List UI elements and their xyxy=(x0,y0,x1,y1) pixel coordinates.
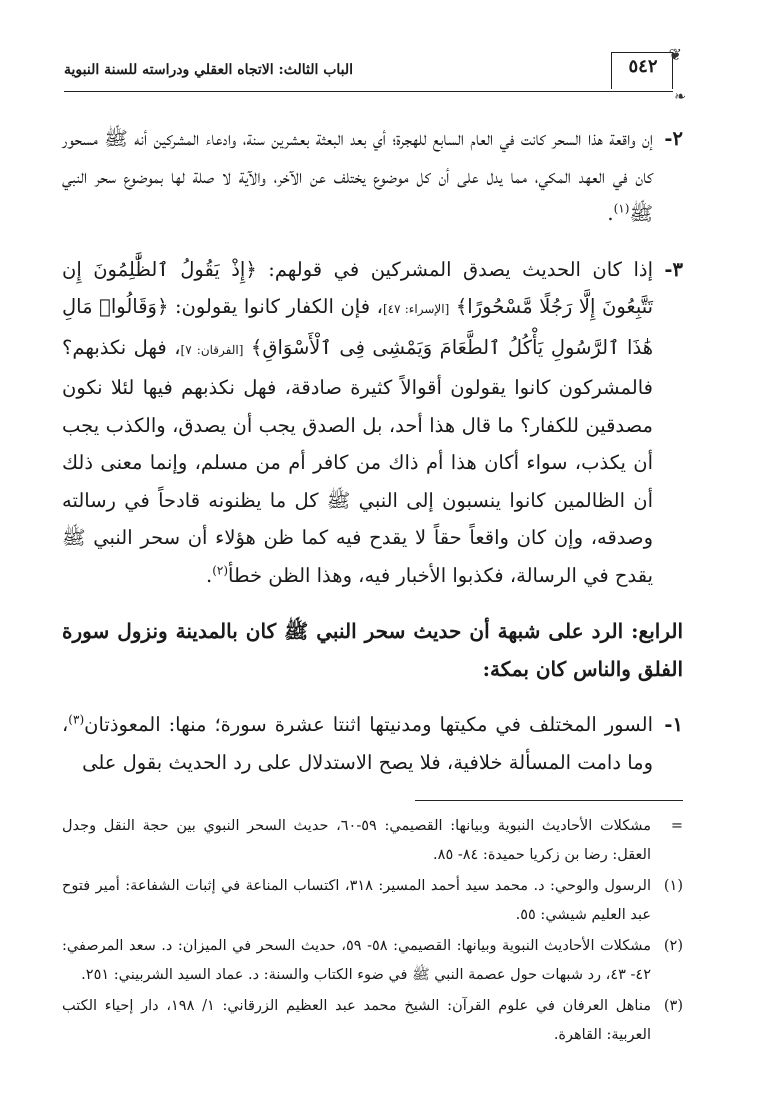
footnote-text: مشكلات الأحاديث النبوية وبيانها: القصيمي: ٥٨- ٥٩، حديث السحر في الميزان: د. سعد المرصفي: ٤٢- ٤٣، رد شبهات حول عصمة النبي ﷺ في ضوء الكتاب والسنة: د. عماد السيد الشربيني: ٢٥١. xyxy=(62,938,652,983)
footnote xyxy=(62,812,683,870)
item-text: ، وما دامت المسألة خلافية، فلا يصح الاستدلال على رد الحديث بقول على xyxy=(62,713,653,774)
item-number: ٣- xyxy=(664,257,683,281)
verse-reference: [الفرقان: ٧] xyxy=(180,342,244,357)
item-text: إذا كان الحديث يصدق المشركين في قولهم: xyxy=(256,257,653,281)
footnote xyxy=(62,932,683,990)
footnote-number: (١) xyxy=(663,878,683,894)
section-heading: الرابع: الرد على شبهة أن حديث سحر النبي ﷺ كان بالمدينة ونزول سورة الفلق والناس كان بمكة: xyxy=(62,619,683,681)
list-item xyxy=(62,706,683,781)
item-tail: . xyxy=(206,563,213,587)
list-item xyxy=(62,120,683,233)
page-header xyxy=(64,45,686,105)
quran-verse: ﴿وَقَالُوا۟ مَالِ هَٰذَا ٱلرَّسُولِ يَأْكُلُ ٱلطَّعَامَ وَيَمْشِى فِى ٱلْأَسْوَاقِ﴾ xyxy=(62,295,653,359)
corner-ornament-icon: ❦ xyxy=(668,45,682,64)
footnote-text: الرسول والوحي: د. محمد سيد أحمد المسير: ٣١٨، اكتساب المناعة في إثبات الشفاعة: أمير فتوح عبد العليم شيشي: ٥٥. xyxy=(62,878,651,923)
item-number: ١- xyxy=(664,713,683,736)
footnotes xyxy=(62,812,683,1052)
verse-reference: [الإسراء: ٤٧] xyxy=(382,302,450,316)
item-tail: . xyxy=(607,202,614,225)
item-number: ٢- xyxy=(664,127,683,150)
item-text: السور المختلف في مكيتها ومدنيتها اثنتا عشرة سورة؛ منها: المعوذتان xyxy=(84,713,653,736)
list-item xyxy=(62,251,683,595)
footnote xyxy=(62,872,683,930)
item-text: ، فهل نكذبهم؟ فالمشركون كانوا يقولون أقوالاً كثيرة صادقة، فهل نكذبهم فيها لئلا نكون مصدقين للكفار؟ ما قال هذا أحد، بل الصدق يجب أن يصدق، والكذب يجب أن يكذب، سواء أكان هذا أم ذاك من كافر أم من مسلم، وإنما معنى ذلك أن الظالمين كانوا ينسبون إلى النبي ﷺ كل ما يظنونه قادحاً في رسالته وصدقه، وإن كان واقعاً حقاً لا يقدح فيه كما ظن هؤلاء أن سحر النبي ﷺ يقدح في الرسالة، فكذبوا الأخبار فيه، وهذا الظن خطأ xyxy=(62,335,653,587)
footnote xyxy=(62,992,683,1050)
footnote-separator xyxy=(415,800,683,801)
footnote-number: = xyxy=(670,818,683,834)
footnote-text: مناهل العرفان في علوم القرآن: الشيخ محمد عبد العظيم الزرقاني: ١/ ١٩٨، دار إحياء الكتب العربية: القاهرة. xyxy=(62,998,651,1043)
running-title: الباب الثالث: الاتجاه العقلي ودراسته للسنة النبوية xyxy=(64,62,354,78)
header-rule xyxy=(64,91,673,92)
footnote-number: (٣) xyxy=(663,998,683,1014)
footnote-number: (٢) xyxy=(663,938,683,954)
item-text: إن واقعة هذا السحر كانت في العام السابع للهجرة؛ أي بعد البعثة بعشرين سنة، وادعاء المشركين أنه ﷺ مسحور كان في العهد المكي، مما يدل على أن كل موضوع يختلف عن الآخر، والآية لا صلة لها بموضوع سحر النبي ﷺ xyxy=(62,127,654,225)
quran-verse: ﴿إِذْ يَقُولُ ٱلظَّٰلِمُونَ إِن تَتَّبِعُونَ إِلَّا رَجُلًا مَّسْحُورًا﴾ xyxy=(62,257,654,318)
footnote-mark: (٣) xyxy=(68,712,85,727)
item-text: ، فإن الكفار كانوا يقولون: xyxy=(168,295,383,318)
footnote-mark: (١) xyxy=(613,201,630,216)
main-text xyxy=(62,120,683,799)
corner-ornament-icon: ❧ xyxy=(674,89,686,105)
page-number: ٥٤٢ xyxy=(628,56,658,77)
footnote-mark: (٢) xyxy=(212,563,229,577)
footnote-text: مشكلات الأحاديث النبوية وبيانها: القصيمي: ٥٩-٦٠، حديث السحر النبوي بين حجة النقل وجدل العقل: رضا بن زكريا حميدة: ٨٤- ٨٥. xyxy=(62,818,652,863)
